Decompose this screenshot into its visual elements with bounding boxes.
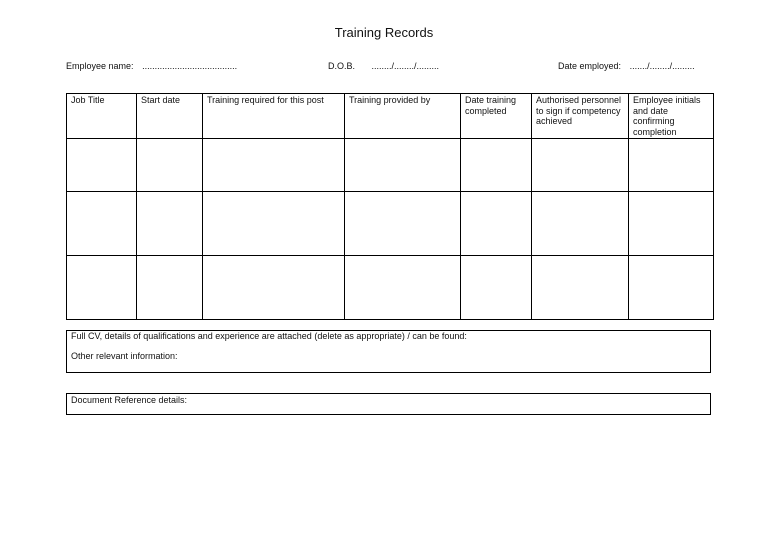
column-header: Date training completed bbox=[461, 94, 532, 139]
column-header: Start date bbox=[137, 94, 203, 139]
column-header: Training required for this post bbox=[203, 94, 345, 139]
date-employed-label: Date employed: bbox=[558, 61, 622, 71]
table-cell[interactable] bbox=[137, 192, 203, 256]
table-cell[interactable] bbox=[532, 256, 629, 320]
table-cell[interactable] bbox=[137, 256, 203, 320]
date-employed-field[interactable] bbox=[558, 61, 695, 71]
table-cell[interactable] bbox=[532, 192, 629, 256]
table-header-row bbox=[67, 94, 714, 139]
employee-name-label: Employee name: bbox=[66, 61, 134, 71]
table-cell[interactable] bbox=[67, 192, 137, 256]
table-cell[interactable] bbox=[629, 139, 714, 192]
table-cell[interactable] bbox=[532, 139, 629, 192]
column-header: Authorised personnel to sign if competency achieved bbox=[532, 94, 629, 139]
table-cell[interactable] bbox=[203, 256, 345, 320]
table-cell[interactable] bbox=[203, 192, 345, 256]
dob-value[interactable]: ......../......../......... bbox=[371, 61, 440, 71]
dob-label: D.O.B. bbox=[328, 61, 356, 71]
other-info-label: Other relevant information: bbox=[71, 351, 178, 361]
table-cell[interactable] bbox=[345, 192, 461, 256]
document-reference-box[interactable] bbox=[66, 393, 711, 415]
additional-info-box[interactable] bbox=[66, 330, 711, 373]
table-cell[interactable] bbox=[629, 192, 714, 256]
table-cell[interactable] bbox=[345, 139, 461, 192]
table-cell[interactable] bbox=[137, 139, 203, 192]
date-employed-value[interactable]: ......./......../......... bbox=[629, 61, 695, 71]
table-cell[interactable] bbox=[67, 139, 137, 192]
employee-name-field[interactable] bbox=[66, 61, 237, 71]
table-cell[interactable] bbox=[345, 256, 461, 320]
column-header: Training provided by bbox=[345, 94, 461, 139]
table-cell[interactable] bbox=[203, 139, 345, 192]
table-cell[interactable] bbox=[461, 192, 532, 256]
column-header: Employee initials and date confirming completion bbox=[629, 94, 714, 139]
table-cell[interactable] bbox=[629, 256, 714, 320]
cv-details-text: Full CV, details of qualifications and experience are attached (delete as appropriate) / can be found: bbox=[71, 331, 467, 341]
training-records-table bbox=[66, 93, 714, 320]
page-title: Training Records bbox=[334, 25, 434, 40]
table-cell[interactable] bbox=[461, 139, 532, 192]
employee-name-value[interactable]: ...................................... bbox=[142, 61, 238, 71]
document-reference-label: Document Reference details: bbox=[71, 395, 188, 405]
table-row bbox=[67, 192, 714, 256]
table-cell[interactable] bbox=[67, 256, 137, 320]
table-row bbox=[67, 256, 714, 320]
dob-field[interactable] bbox=[328, 61, 439, 71]
table-cell[interactable] bbox=[461, 256, 532, 320]
column-header: Job Title bbox=[67, 94, 137, 139]
table-row bbox=[67, 139, 714, 192]
